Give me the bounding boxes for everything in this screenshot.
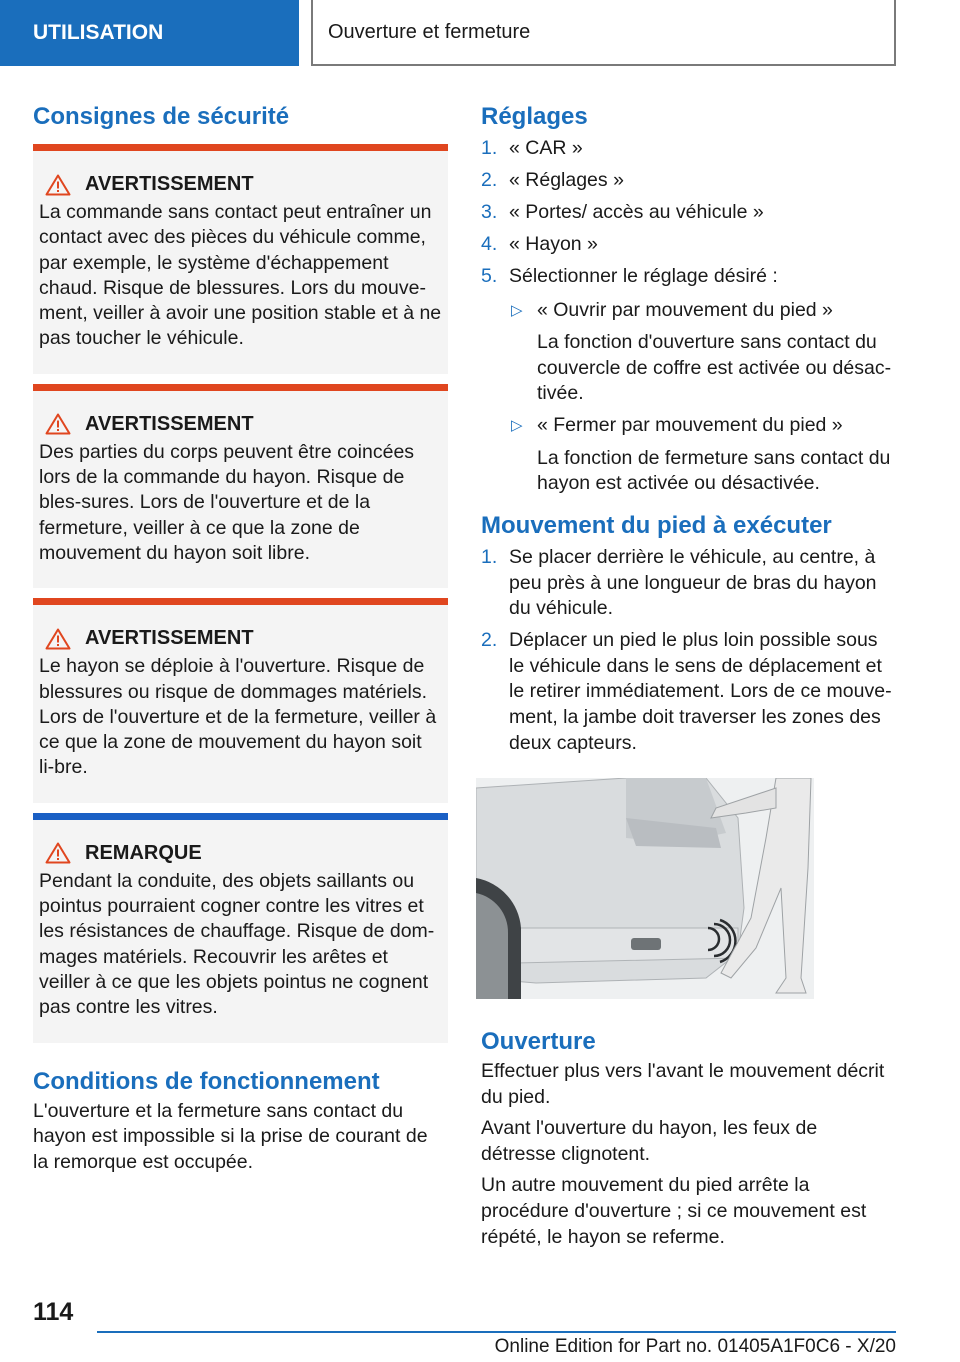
list-item — [481, 136, 896, 162]
topic-title: Ouverture et fermeture — [328, 20, 531, 43]
warning-label: AVERTISSEMENT — [85, 412, 254, 435]
warning-header — [39, 627, 442, 650]
warning-triangle-icon — [45, 174, 71, 196]
option-desc: La fonction de fermeture sans contact du hayon est activée ou désactivée. — [537, 446, 891, 495]
warning-box-3 — [33, 598, 448, 802]
opening-section — [481, 1025, 896, 1250]
option-label: « Fermer par mouvement du pied » — [537, 414, 843, 437]
opening-paragraph: Effectuer plus vers l'avant le mouvement décrit du pied. — [481, 1060, 885, 1108]
step-text: « Hayon » — [509, 232, 598, 255]
option-item — [509, 298, 896, 407]
option-item — [509, 413, 896, 497]
section-tab — [0, 0, 299, 66]
settings-steps — [481, 136, 896, 497]
list-item — [481, 628, 896, 756]
note-header — [39, 842, 442, 865]
note-box — [33, 813, 448, 1043]
warning-text: Des parties du corps peuvent être coincées lors de la commande du hayon. Risque de bles-sures. Lors de l'ouverture et de la fermeture, veiller à ce que la zone de mouvement du hayon soit libre. — [39, 440, 415, 564]
settings-options — [509, 298, 896, 498]
opening-paragraph: Avant l'ouverture du hayon, les feux de détresse clignotent. — [481, 1117, 818, 1165]
warning-text: La commande sans contact peut entraîner un contact avec des pièces du véhicule comme, par exemple, le système d'échappement chaud. Risque de blessures. Lors du mouve-ment, veiller à avoir une position stable et à ne pas toucher le véhicule. — [39, 201, 442, 350]
warning-box-1 — [33, 144, 448, 374]
warning-label: AVERTISSEMENT — [85, 627, 254, 650]
warning-text: Le hayon se déploie à l'ouverture. Risque de blessures ou risque de dommages matériels. Lors de l'ouverture et de la fermeture, veiller à ce que la zone de mouvement du hayon soit li-bre. — [39, 655, 437, 779]
topic-header — [311, 0, 896, 66]
warning-box-2 — [33, 384, 448, 588]
note-label: REMARQUE — [85, 841, 202, 864]
warning-label: AVERTISSEMENT — [85, 173, 254, 195]
footer-divider — [97, 1331, 896, 1333]
foot-gesture-illustration — [476, 778, 814, 999]
list-item — [481, 168, 896, 194]
list-item — [481, 200, 896, 226]
edition-text: Online Edition for Part no. 01405A1F0C6 - X/20 — [494, 1336, 896, 1357]
list-item — [481, 264, 896, 497]
note-text: Pendant la conduite, des objets saillants ou pointus pourraient cogner contre les vitres et les résistances de chauffage. Risque de dom-mages matériels. Recouvrir les arêtes et veiller à ce que les objets pointus ne cognent pas contre les vitres. — [39, 869, 435, 1019]
list-item — [481, 232, 896, 258]
triangle-bullet-icon: ▷ — [511, 417, 523, 435]
right-column — [481, 100, 896, 763]
foot-motion-steps — [481, 545, 896, 756]
opening-paragraph: Un autre mouvement du pied arrête la procédure d'ouverture ; si ce mouvement est répété, le hayon se referme. — [481, 1174, 867, 1248]
step-number: 4. — [481, 232, 498, 255]
step-number: 2. — [481, 168, 498, 191]
step-text: « Portes/ accès au véhicule » — [509, 200, 764, 223]
left-column — [33, 100, 448, 1175]
step-number: 1. — [481, 137, 498, 159]
step-text: « CAR » — [509, 137, 583, 159]
safety-title: Consignes de sécurité — [33, 103, 290, 130]
foot-motion-title: Mouvement du pied à exécuter — [481, 512, 832, 540]
step-number: 2. — [481, 629, 498, 652]
conditions-title: Conditions de fonctionnement — [33, 1067, 380, 1095]
step-text: « Réglages » — [509, 168, 624, 191]
warning-triangle-icon — [45, 413, 71, 435]
step-text: Se placer derrière le véhicule, au centre, à peu près à une longueur de bras du hayon du véhicule. — [509, 546, 877, 620]
warning-header — [39, 173, 442, 196]
triangle-bullet-icon: ▷ — [511, 301, 523, 319]
conditions-text: L'ouverture et la fermeture sans contact du hayon est impossible si la prise de courant de la remorque est occupée. — [33, 1099, 428, 1173]
step-number: 5. — [481, 264, 498, 287]
step-number: 3. — [481, 200, 498, 223]
option-desc: La fonction d'ouverture sans contact du couvercle de coffre est activée ou désac-tivée. — [537, 331, 892, 405]
section-title: UTILISATION — [33, 21, 164, 44]
option-label: « Ouvrir par mouvement du pied » — [537, 298, 833, 321]
warning-header — [39, 413, 442, 436]
list-item — [481, 545, 896, 622]
page-number: 114 — [33, 1298, 74, 1326]
warning-triangle-icon — [45, 628, 71, 650]
step-number: 1. — [481, 546, 498, 569]
opening-title: Ouverture — [481, 1028, 596, 1055]
note-triangle-icon — [45, 842, 71, 864]
step-text: Déplacer un pied le plus loin possible sous le véhicule dans le sens de déplacement et le retirer immédiatement. Lors de ce mouve-ment, la jambe doit traverser les zones des deux capteurs. — [509, 629, 892, 754]
settings-title: Réglages — [481, 103, 588, 130]
step-text: Sélectionner le réglage désiré : — [509, 264, 778, 287]
